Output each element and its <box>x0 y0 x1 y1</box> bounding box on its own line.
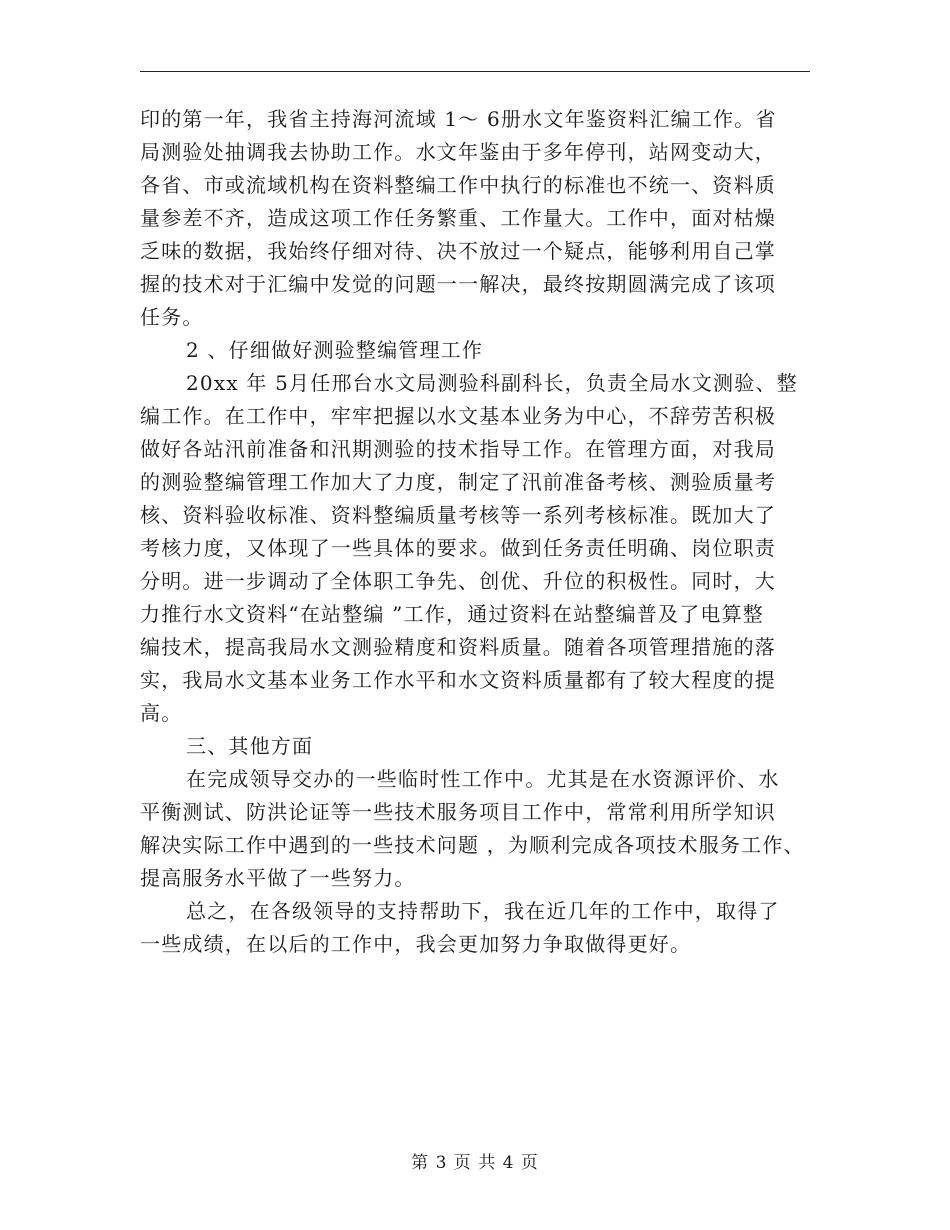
text-line: 实，我局水文基本业务工作水平和水文资料质量都有了较大程度的提 <box>140 668 776 692</box>
text-line: 解决实际工作中遇到的一些技术问题 ，为顺利完成各项技术服务工作、 <box>140 833 805 857</box>
header-rule <box>140 71 810 72</box>
text-line: 量参差不齐，造成这项工作任务繁重、工作量大。工作中，面对枯燥 <box>140 206 776 230</box>
text-line: 力推行水文资料“在站整编 ”工作，通过资料在站整编普及了电算整 <box>140 602 765 626</box>
text-line: 编工作。在工作中，牢牢把握以水文基本业务为中心，不辞劳苦积极 <box>140 404 776 428</box>
page-number-footer: 第 3 页 共 4 页 <box>411 1153 539 1173</box>
text-line: 核、资料验收标准、资料整编质量考核等一系列考核标准。既加大了 <box>140 503 776 527</box>
text-line: 在完成领导交办的一些临时性工作中。尤其是在水资源评价、水 <box>186 767 780 791</box>
text-line: 局测验处抽调我去协助工作。水文年鉴由于多年停刊，站网变动大， <box>140 140 776 164</box>
text-line: 高。 <box>140 701 183 725</box>
text-line: 编技术，提高我局水文测验精度和资料质量。随着各项管理措施的落 <box>140 635 776 659</box>
text-line: 乏味的数据，我始终仔细对待、决不放过一个疑点，能够利用自己掌 <box>140 239 776 263</box>
text-line: 分明。进一步调动了全体职工争先、创优、升位的积极性。同时，大 <box>140 569 776 593</box>
text-line: 提高服务水平做了一些努力。 <box>140 866 416 890</box>
text-line: 平衡测试、防洪论证等一些技术服务项目工作中，常常利用所学知识 <box>140 800 776 824</box>
text-line: 握的技术对于汇编中发觉的问题一一解决，最终按期圆满完成了该项 <box>140 272 776 296</box>
text-line: 印的第一年，我省主持海河流域 1～ 6册水文年鉴资料汇编工作。省 <box>140 107 777 131</box>
text-line: 各省、市或流域机构在资料整编工作中执行的标准也不统一、资料质 <box>140 173 776 197</box>
text-line: 的测验整编管理工作加大了力度，制定了汛前准备考核、测验质量考 <box>140 470 776 494</box>
text-line: 20xx 年 5月任邢台水文局测验科副科长，负责全局水文测验、整 <box>186 371 798 395</box>
text-line: 任务。 <box>140 305 204 329</box>
text-line: 做好各站汛前准备和汛期测验的技术指导工作。在管理方面，对我局 <box>140 437 776 461</box>
text-line: 考核力度，又体现了一些具体的要求。做到任务责任明确、岗位职责 <box>140 536 776 560</box>
section-heading: 三、其他方面 <box>186 734 314 758</box>
section-heading: 2 、仔细做好测验整编管理工作 <box>186 338 484 362</box>
text-line: 一些成绩，在以后的工作中，我会更加努力争取做得更好。 <box>140 932 692 956</box>
text-line: 总之，在各级领导的支持帮助下，我在近几年的工作中，取得了 <box>186 899 780 923</box>
document-body <box>140 103 820 961</box>
